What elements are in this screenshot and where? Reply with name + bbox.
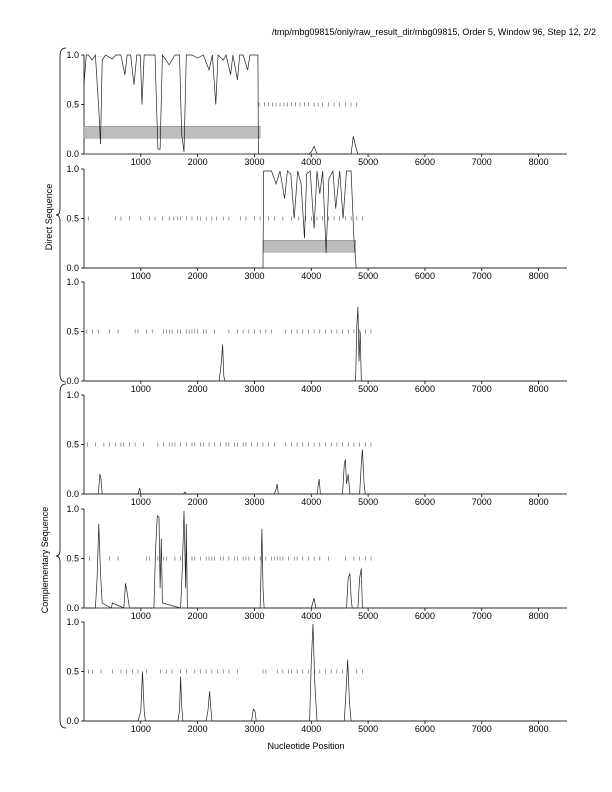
figure-header: /tmp/mbg09815/only/raw_result_dir/mbg09815, Order 5, Window 96, Step 12, 2/2 — [271, 27, 596, 37]
y-tick-label: 0.0 — [66, 716, 79, 726]
y-tick-label: 1.0 — [66, 164, 79, 174]
x-tick-label: 1000 — [130, 271, 151, 281]
x-axis-title: Nucleotide Position — [267, 741, 345, 751]
coding-probability-line — [84, 171, 567, 268]
panel-2 — [66, 164, 567, 281]
x-tick-label: 2000 — [187, 157, 208, 167]
x-tick-label: 1000 — [130, 724, 151, 734]
x-tick-label: 4000 — [301, 384, 322, 394]
x-tick-label: 1000 — [130, 384, 151, 394]
x-tick-label: 8000 — [528, 611, 549, 621]
complementary-sequence-label: Complementary Sequence — [40, 506, 50, 614]
y-tick-label: 0.5 — [66, 439, 79, 450]
x-tick-label: 3000 — [244, 271, 265, 281]
x-tick-label: 7000 — [471, 157, 492, 167]
group-braces — [56, 48, 66, 728]
y-tick-label: 1.0 — [66, 390, 79, 400]
x-tick-label: 4000 — [301, 497, 322, 507]
x-tick-label: 4000 — [301, 724, 322, 734]
x-tick-label: 6000 — [414, 611, 435, 621]
x-tick-label: 7000 — [471, 611, 492, 621]
x-tick-label: 5000 — [358, 497, 379, 507]
y-tick-label: 0.0 — [66, 376, 79, 386]
x-tick-label: 3000 — [244, 611, 265, 621]
x-tick-label: 3000 — [244, 384, 265, 394]
y-tick-label: 1.0 — [66, 504, 79, 514]
x-tick-label: 8000 — [528, 724, 549, 734]
coding-probability-line — [84, 307, 567, 381]
x-tick-label: 4000 — [301, 157, 322, 167]
y-tick-label: 0.0 — [66, 149, 79, 159]
x-tick-label: 5000 — [358, 157, 379, 167]
x-tick-label: 3000 — [244, 497, 265, 507]
direct-sequence-brace — [56, 48, 66, 382]
x-tick-label: 1000 — [130, 157, 151, 167]
direct-sequence-label: Direct Sequence — [44, 183, 54, 251]
x-tick-label: 2000 — [187, 271, 208, 281]
coding-probability-line — [84, 511, 567, 608]
x-tick-label: 8000 — [528, 157, 549, 167]
panel-5 — [66, 504, 567, 621]
x-tick-label: 4000 — [301, 271, 322, 281]
x-tick-label: 8000 — [528, 497, 549, 507]
x-tick-label: 8000 — [528, 384, 549, 394]
x-tick-label: 6000 — [414, 384, 435, 394]
x-tick-label: 7000 — [471, 384, 492, 394]
x-tick-label: 1000 — [130, 611, 151, 621]
coding-probability-line — [84, 55, 567, 154]
complementary-sequence-brace — [56, 384, 66, 728]
panel-6 — [66, 617, 567, 734]
x-tick-label: 6000 — [414, 157, 435, 167]
coding-probability-line — [84, 449, 567, 494]
y-tick-label: 1.0 — [66, 50, 79, 60]
y-tick-label: 0.0 — [66, 603, 79, 613]
y-tick-label: 0.5 — [66, 99, 79, 110]
panels-group — [66, 50, 567, 734]
x-tick-label: 1000 — [130, 497, 151, 507]
x-tick-label: 6000 — [414, 724, 435, 734]
x-tick-label: 5000 — [358, 271, 379, 281]
x-tick-label: 2000 — [187, 384, 208, 394]
x-tick-label: 5000 — [358, 611, 379, 621]
x-tick-label: 2000 — [187, 611, 208, 621]
y-tick-label: 1.0 — [66, 617, 79, 627]
y-tick-label: 0.0 — [66, 489, 79, 499]
orf-bar — [84, 126, 260, 138]
x-tick-label: 4000 — [301, 611, 322, 621]
y-tick-label: 0.5 — [66, 326, 79, 337]
x-tick-label: 5000 — [358, 384, 379, 394]
panel-1 — [66, 50, 567, 167]
x-tick-label: 6000 — [414, 497, 435, 507]
x-tick-label: 2000 — [187, 724, 208, 734]
x-tick-label: 5000 — [358, 724, 379, 734]
y-tick-label: 0.5 — [66, 666, 79, 677]
y-tick-label: 0.5 — [66, 213, 79, 224]
x-tick-label: 3000 — [244, 157, 265, 167]
panel-4 — [66, 390, 567, 507]
x-tick-label: 8000 — [528, 271, 549, 281]
y-tick-label: 0.0 — [66, 263, 79, 273]
x-tick-label: 3000 — [244, 724, 265, 734]
x-tick-label: 7000 — [471, 271, 492, 281]
y-tick-label: 1.0 — [66, 277, 79, 287]
y-tick-label: 0.5 — [66, 553, 79, 564]
panel-3 — [66, 277, 567, 394]
x-tick-label: 7000 — [471, 724, 492, 734]
x-tick-label: 7000 — [471, 497, 492, 507]
x-tick-label: 6000 — [414, 271, 435, 281]
orf-bar — [263, 240, 356, 252]
x-tick-label: 2000 — [187, 497, 208, 507]
